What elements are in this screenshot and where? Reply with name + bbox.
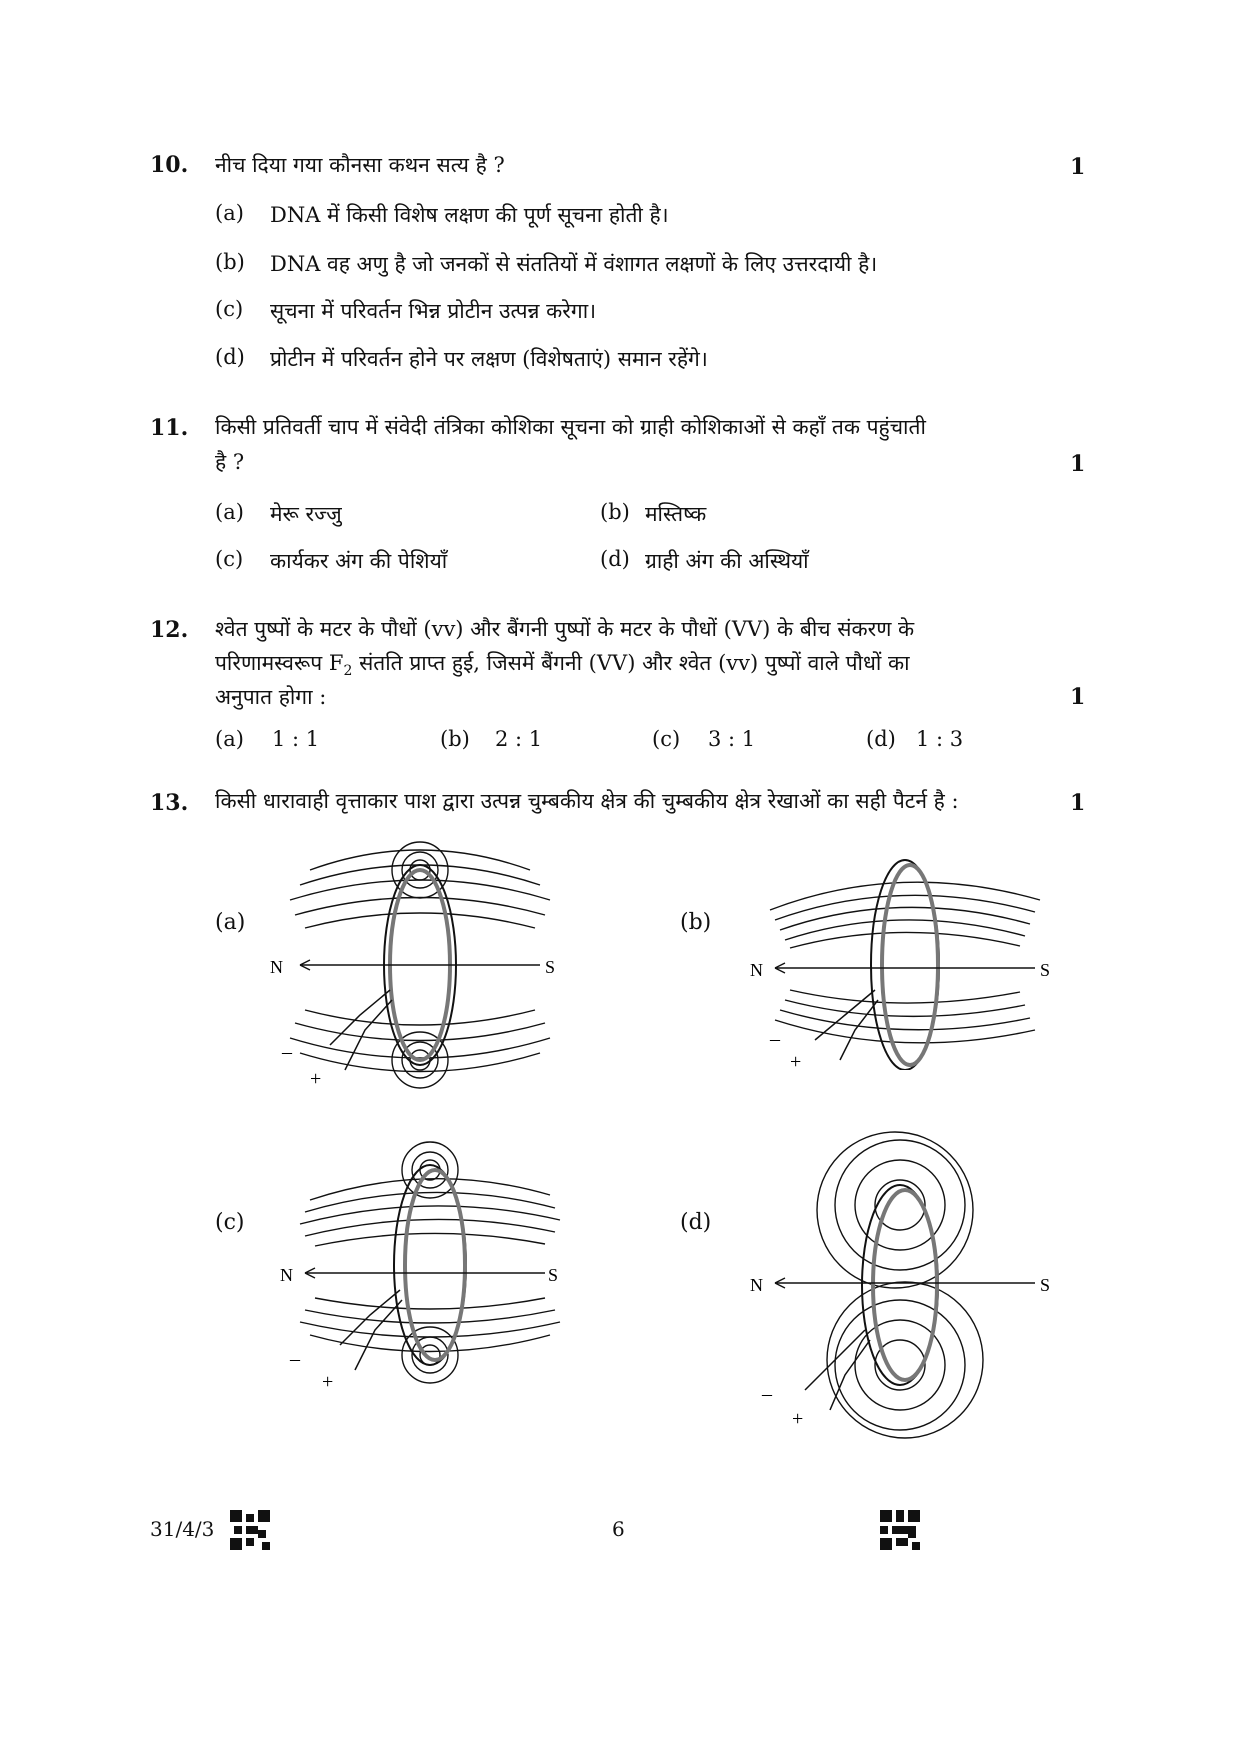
- option-text: कार्यकर अंग की पेशियाँ: [270, 549, 448, 573]
- north-label: N: [750, 1275, 763, 1295]
- north-label: N: [750, 960, 763, 980]
- question-marks: 1: [1070, 154, 1086, 180]
- option-text: 3 : 1: [708, 727, 756, 751]
- page-code: 31/4/3: [150, 1517, 215, 1541]
- question-text-line: अनुपात होगा :: [215, 685, 327, 709]
- question-text-line: है ?: [215, 450, 245, 474]
- south-label: S: [548, 1265, 559, 1285]
- option-label: (d): [866, 727, 896, 751]
- question-text: नीच दिया गया कौनसा कथन सत्य है ?: [215, 153, 505, 177]
- option-label: (d): [215, 345, 245, 369]
- option-label: (a): [215, 201, 244, 225]
- question-marks: 1: [1070, 684, 1086, 710]
- text-part: परिणामस्वरूप F: [215, 651, 344, 675]
- question-number: 12.: [150, 617, 189, 643]
- plus-label: +: [790, 1051, 802, 1070]
- plus-label: +: [322, 1371, 334, 1390]
- minus-label: –: [290, 1348, 300, 1370]
- option-label: (c): [215, 547, 244, 571]
- option-text: 1 : 3: [916, 727, 964, 751]
- question-number: 10.: [150, 152, 189, 178]
- plus-label: +: [792, 1408, 804, 1430]
- option-text: 2 : 1: [495, 727, 543, 751]
- option-label: (b): [440, 727, 470, 751]
- field-diagram-a: [270, 840, 570, 1090]
- south-label: S: [1040, 960, 1051, 980]
- field-diagram-d: [750, 1125, 1060, 1455]
- figure-label: (b): [680, 910, 712, 935]
- qr-code-icon: [880, 1510, 920, 1550]
- figure-label: (d): [680, 1210, 712, 1235]
- option-text: मस्तिष्क: [645, 502, 707, 526]
- question-marks: 1: [1070, 790, 1086, 816]
- text-part: संतति प्राप्त हुई, जिसमें बैंगनी (VV) और श्वेत (vv) पुष्पों वाले पौधों का: [352, 651, 910, 675]
- question-text-line: श्वेत पुष्पों के मटर के पौधों (vv) और बैंगनी पुष्पों के मटर के पौधों (VV) के बीच संकरण के: [215, 617, 915, 641]
- option-label: (b): [600, 500, 630, 524]
- question-number: 11.: [150, 415, 189, 441]
- figure-label: (a): [215, 910, 246, 935]
- option-text: मेरू रज्जु: [270, 502, 342, 526]
- minus-label: –: [770, 1028, 780, 1050]
- question-text-line: किसी प्रतिवर्ती चाप में संवेदी तंत्रिका कोशिका सूचना को ग्राही कोशिकाओं से कहाँ तक पहुंचाती: [215, 415, 926, 439]
- option-text: ग्राही अंग की अस्थियाँ: [645, 549, 809, 573]
- question-number: 13.: [150, 790, 189, 816]
- option-label: (c): [215, 297, 244, 321]
- field-diagram-b: [750, 850, 1060, 1070]
- option-text: DNA में किसी विशेष लक्षण की पूर्ण सूचना होती है।: [270, 203, 669, 227]
- page-number: 6: [612, 1517, 625, 1541]
- field-diagram-c: [280, 1140, 580, 1390]
- south-label: S: [545, 957, 556, 977]
- option-label: (a): [215, 500, 244, 524]
- option-label: (b): [215, 250, 245, 274]
- subscript: 2: [343, 663, 353, 680]
- figure-label: (c): [215, 1210, 245, 1235]
- option-text: प्रोटीन में परिवर्तन होने पर लक्षण (विशेषताएं) समान रहेंगे।: [270, 347, 708, 371]
- option-text: DNA वह अणु है जो जनकों से संततियों में वंशागत लक्षणों के लिए उत्तरदायी है।: [270, 252, 878, 276]
- south-label: S: [1040, 1275, 1051, 1295]
- north-label: N: [280, 1265, 293, 1285]
- minus-label: –: [282, 1041, 292, 1063]
- plus-label: +: [310, 1068, 322, 1090]
- option-label: (d): [600, 547, 630, 571]
- question-text: किसी धारावाही वृत्ताकार पाश द्वारा उत्पन्न चुम्बकीय क्षेत्र की चुम्बकीय क्षेत्र रेखाओं का सही पैटर्न है :: [215, 789, 959, 813]
- minus-label: –: [762, 1383, 772, 1405]
- question-marks: 1: [1070, 451, 1086, 477]
- qr-code-icon: [230, 1510, 270, 1550]
- option-text: 1 : 1: [272, 727, 320, 751]
- option-label: (a): [215, 727, 244, 751]
- option-text: सूचना में परिवर्तन भिन्न प्रोटीन उत्पन्न करेगा।: [270, 299, 597, 323]
- option-label: (c): [652, 727, 681, 751]
- north-label: N: [270, 957, 283, 977]
